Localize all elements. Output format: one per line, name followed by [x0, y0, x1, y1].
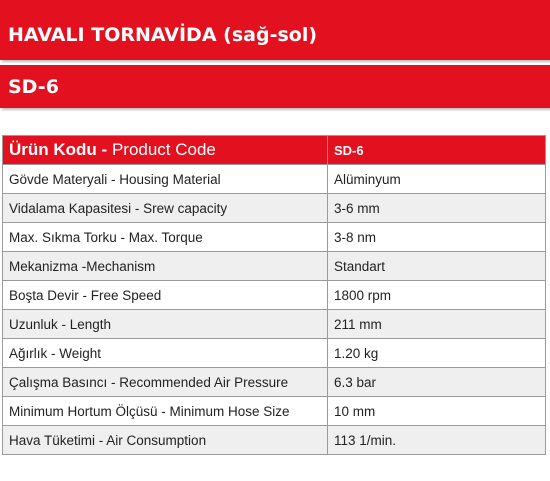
model-code: SD-6 — [8, 75, 59, 98]
spec-value: 1800 rpm — [328, 281, 546, 310]
spec-label: Boşta Devir - Free Speed — [3, 281, 328, 310]
spec-table — [2, 135, 546, 455]
spec-label: Çalışma Basıncı - Recommended Air Pressure — [3, 368, 328, 397]
spec-label: Gövde Materyali - Housing Material — [3, 165, 328, 194]
header-label-tr: Ürün Kodu - — [9, 140, 108, 159]
spec-value: 3-6 mm — [328, 194, 546, 223]
spec-label: Vidalama Kapasitesi - Srew capacity — [3, 194, 328, 223]
table-row — [3, 339, 546, 368]
spec-value: 1.20 kg — [328, 339, 546, 368]
spec-value: 3-8 nm — [328, 223, 546, 252]
spec-value: 10 mm — [328, 397, 546, 426]
table-row — [3, 252, 546, 281]
spec-value: Alüminyum — [328, 165, 546, 194]
product-title-banner — [0, 0, 550, 60]
table-row — [3, 194, 546, 223]
table-row — [3, 310, 546, 339]
header-value-cell: SD-6 — [328, 136, 546, 165]
spec-value: Standart — [328, 252, 546, 281]
header-label-en: Product Code — [111, 140, 216, 159]
spec-value: 6.3 bar — [328, 368, 546, 397]
table-row — [3, 223, 546, 252]
product-title: HAVALI TORNAVİDA — [8, 24, 217, 46]
table-row — [3, 165, 546, 194]
table-row — [3, 397, 546, 426]
table-row — [3, 281, 546, 310]
model-banner — [0, 65, 550, 108]
spec-label: Ağırlık - Weight — [3, 339, 328, 368]
table-row — [3, 368, 546, 397]
spec-table-header — [3, 136, 546, 165]
spec-label: Mekanizma -Mechanism — [3, 252, 328, 281]
spec-label: Max. Sıkma Torku - Max. Torque — [3, 223, 328, 252]
spec-value: 211 mm — [328, 310, 546, 339]
product-title-sub: (sağ-sol) — [223, 24, 318, 46]
spec-label: Uzunluk - Length — [3, 310, 328, 339]
spec-label: Minimum Hortum Ölçüsü - Minimum Hose Size — [3, 397, 328, 426]
spec-value: 113 1/min. — [328, 426, 546, 455]
spec-label: Hava Tüketimi - Air Consumption — [3, 426, 328, 455]
table-row — [3, 426, 546, 455]
header-label-cell — [3, 136, 328, 165]
